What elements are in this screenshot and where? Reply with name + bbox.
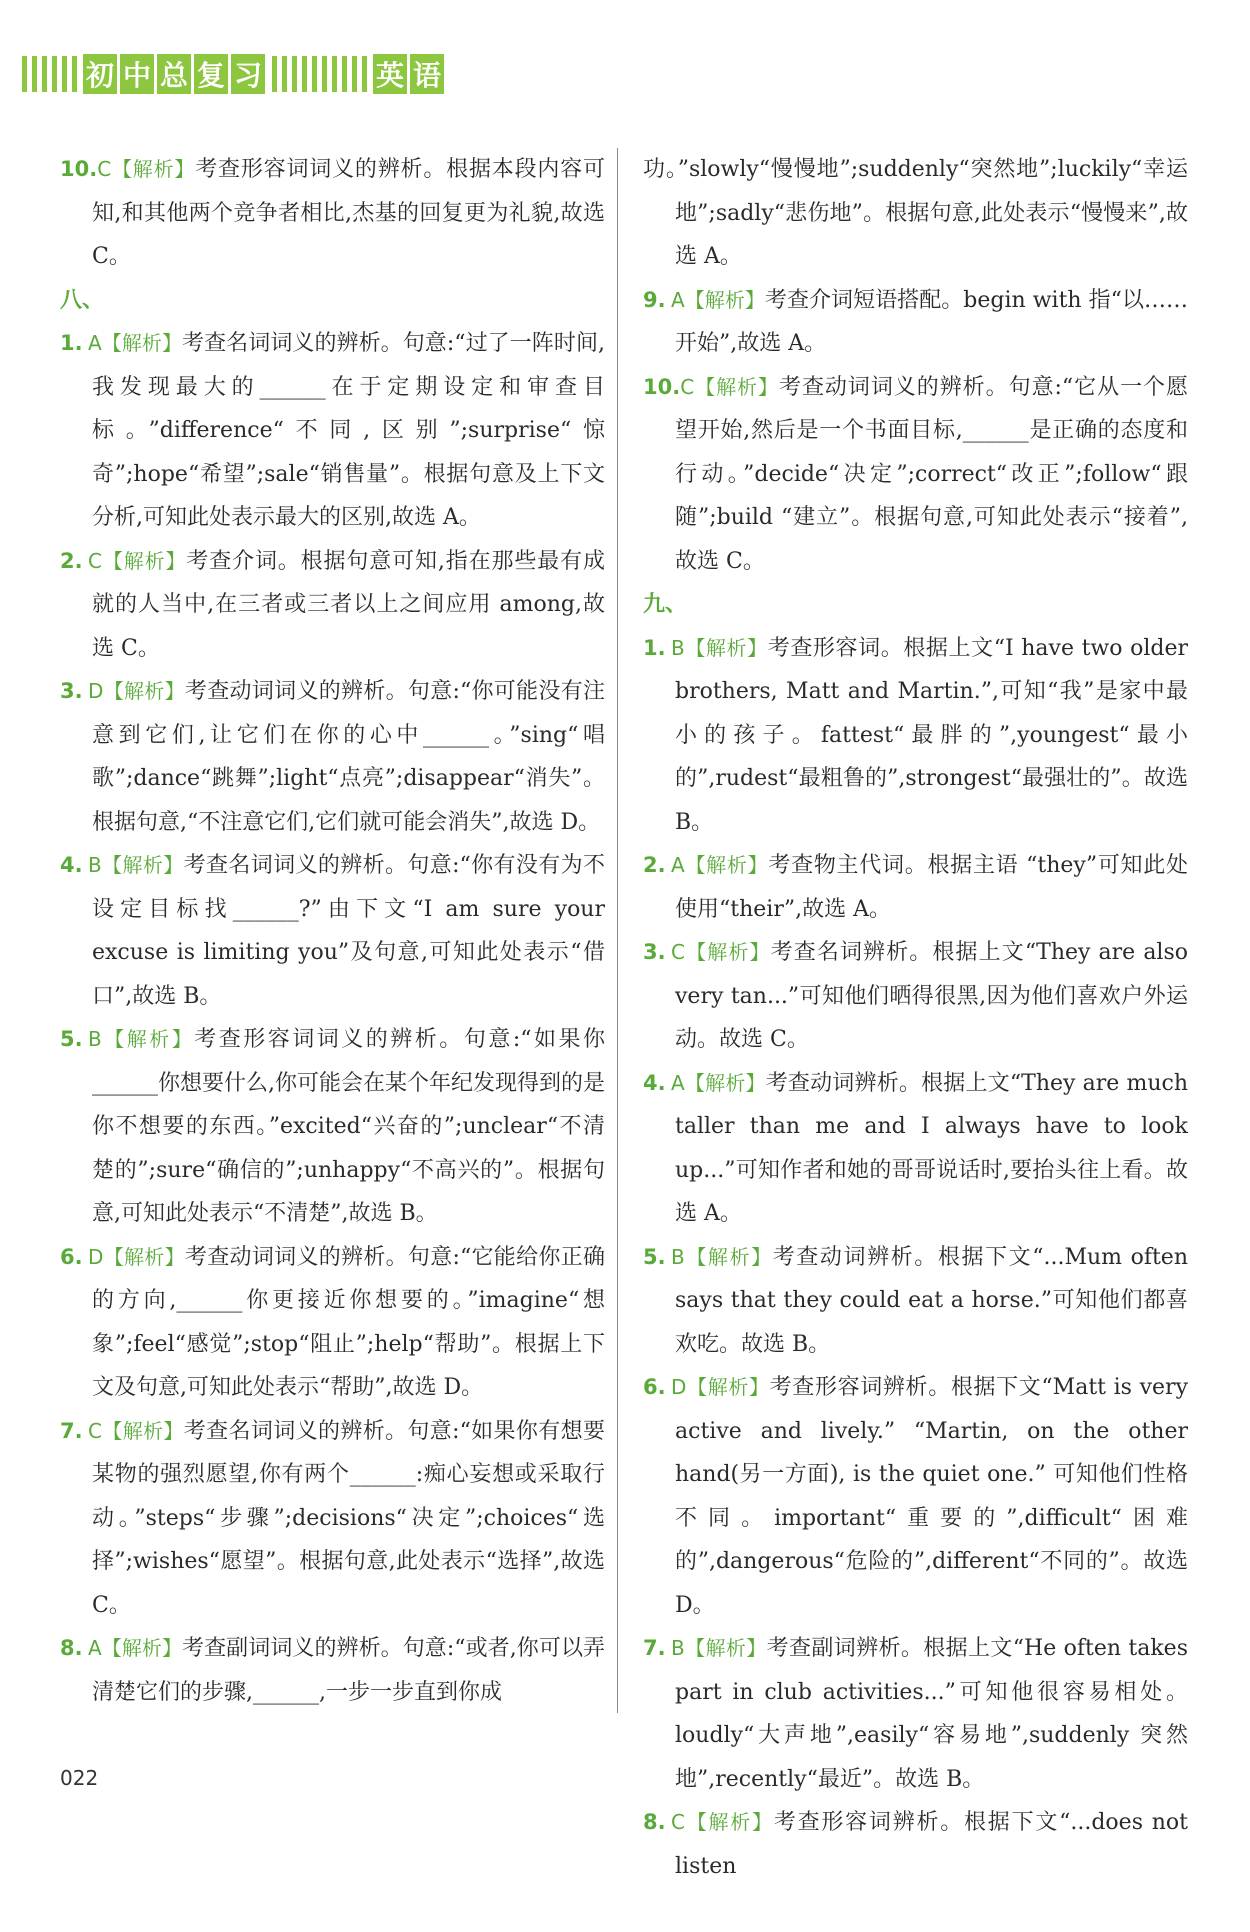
- item-text: 考查名词词义的辨析。句意:“过了一阵时间,我发现最大的______在于定期设定和审查目标。”difference“不同,区别”;surprise“惊奇”;hope“希望”;sale“销售量”。根据句意及上下文分析,可知此处表示最大的区别,故选 A。: [92, 331, 606, 530]
- item-text: 考查副词辨析。根据上文“He often takes part in club activities...”可知他很容易相处。loudly“大声地”,easily“容易地”,suddenly 突然地”,recently“最近”。故选 B。: [675, 1636, 1188, 1792]
- item-number: 8.: [60, 1636, 83, 1660]
- left-column: [60, 148, 605, 1714]
- answer-letter: B: [88, 1027, 102, 1051]
- answer-letter: D: [88, 679, 104, 703]
- analysis-tag: 【解析】: [684, 635, 768, 660]
- item-number: 3.: [60, 679, 83, 703]
- analysis-tag: 【解析】: [111, 157, 196, 181]
- item-number: 1.: [643, 635, 666, 660]
- page-header: [22, 52, 447, 96]
- item-number: 2.: [643, 853, 666, 877]
- item-text: 考查形容词词义的辨析。根据本段内容可知,和其他两个竞争者相比,杰基的回复更为礼貌,故选 C。: [92, 157, 605, 269]
- answer-item: [60, 1627, 605, 1714]
- item-text: 考查形容词词义的辨析。句意:“如果你______你想要什么,你可能会在某个年纪发现得到的是你不想要的东西。”excited“兴奋的”;unclear“不清楚的”;sure“确信的”;unhappy“不高兴的”。根据句意,可知此处表示“不清楚”,故选 B。: [92, 1027, 605, 1226]
- item-number: 10.: [60, 157, 98, 181]
- header-title-char: 习: [231, 54, 265, 94]
- answer-letter: C: [88, 1418, 102, 1443]
- item-text: 考查副词词义的辨析。句意:“或者,你可以弄清楚它们的步骤,______,一步一步直到你成: [92, 1636, 606, 1705]
- item-text: 考查介词短语搭配。begin with 指“以……开始”,故选 A。: [675, 287, 1188, 356]
- answer-item: [643, 844, 1188, 931]
- page-number: 022: [60, 1766, 99, 1790]
- answer-item: [60, 148, 605, 279]
- answer-item: [60, 1018, 605, 1236]
- answer-item: [643, 1888, 1188, 1932]
- item-number: 5.: [643, 1244, 666, 1269]
- answer-item: [60, 670, 605, 844]
- answer-letter: C: [97, 157, 112, 181]
- item-text: 考查动词辨析。根据下文“...Mum often says that they could eat a horse.”可知他们都喜欢吃。故选 B。: [675, 1244, 1189, 1357]
- answer-item: [60, 322, 605, 540]
- answer-letter: B: [671, 635, 685, 660]
- analysis-tag: 【解析】: [103, 679, 185, 703]
- item-text: 考查形容词。根据上文“I have two older brothers, Matt and Martin.”,可知“我”是家中最小的孩子。fattest“最胖的”,youngest“最小的”,rudest“最粗鲁的”,strongest“最强壮的”。故选 B。: [675, 635, 1189, 835]
- column-divider: [617, 148, 618, 1713]
- item-text: 考查动词词义的辨析。句意:“它从一个愿望开始,然后是一个书面目标,______是正确的态度和行动。”decide“决定”;correct“改正”;follow“跟随”;build “建立”。根据句意,可知此处表示“接着”,故选 C。: [675, 374, 1188, 574]
- item-number: 7.: [643, 1636, 666, 1660]
- answer-letter: B: [88, 853, 102, 877]
- answer-letter: A: [671, 287, 685, 312]
- answer-letter: C: [671, 940, 685, 964]
- answer-item: [60, 844, 605, 1018]
- answer-item: [643, 1236, 1188, 1367]
- answer-letter: D: [671, 1375, 687, 1399]
- item-text: 考查形容词辨析。根据下文“Matt is very active and lively.” “Martin, on the other hand(另一方面), is the quiet one.” 可知他们性格不同。important“重要的”,difficult“困难的”,dangerous“危险的”,different“不同的”。故选 D。: [675, 1375, 1189, 1618]
- header-stripes: [22, 54, 77, 94]
- analysis-tag: 【解析】: [684, 1070, 766, 1095]
- answer-letter: C: [680, 374, 695, 399]
- item-text: 考查动词辨析。根据上文“They are much taller than me and I always have to look up...”可知作者和她的哥哥说话时,要抬头往上看。故选 A。: [675, 1070, 1189, 1226]
- item-number: 4.: [643, 1070, 666, 1095]
- analysis-tag: 【解析】: [101, 1027, 195, 1051]
- answer-item: [643, 931, 1188, 1062]
- header-title-char: 复: [194, 54, 228, 94]
- answer-item: [643, 366, 1188, 584]
- answer-item: [643, 1627, 1188, 1801]
- item-text: 考查形容词辨析。根据下文“...does not listen: [675, 1810, 1189, 1879]
- item-text: 考查名词词义的辨析。句意:“如果你有想要某物的强烈愿望,你有两个______:痴心妄想或采取行动。”steps“步骤”;decisions“决定”;choices“选择”;wishes“愿望”。根据句意,此处表示“选择”,故选 C。: [92, 1418, 605, 1618]
- answer-item: [60, 1410, 605, 1628]
- item-number: 10.: [643, 374, 681, 399]
- analysis-tag: 【解析】: [101, 331, 183, 355]
- answer-item: [60, 1236, 605, 1410]
- item-text: 考查名词词义的辨析。句意:“你有没有为不设定目标找______?”由下文“I am sure your excuse is limiting you”及句意,可知此处表示“借口”,故选 B。: [92, 853, 605, 1009]
- header-title-char: 总: [157, 54, 191, 94]
- analysis-tag: 【解析】: [684, 1810, 774, 1834]
- answer-item: [643, 1366, 1188, 1627]
- item-number: 5.: [60, 1027, 83, 1051]
- analysis-tag: 【解析】: [684, 853, 769, 877]
- answer-letter: A: [88, 1636, 102, 1660]
- analysis-tag: 【解析】: [684, 1244, 773, 1269]
- answer-item: [60, 540, 605, 671]
- answer-letter: A: [671, 853, 685, 877]
- item-text: 考查物主代词。根据主语 “they”可知此处使用“their”,故选 A。: [675, 853, 1189, 922]
- answer-item: [643, 279, 1188, 366]
- item-text: 功。”slowly“慢慢地”;suddenly“突然地”;luckily“幸运地”;sadly“悲伤地”。根据句意,此处表示“慢慢来”,故选 A。: [643, 157, 1188, 269]
- item-number: 4.: [60, 853, 83, 877]
- analysis-tag: 【解析】: [694, 374, 779, 399]
- answer-letter: B: [671, 1636, 685, 1660]
- item-number: 6.: [643, 1375, 666, 1399]
- answer-item: [643, 1062, 1188, 1236]
- answer-item: [643, 627, 1188, 845]
- right-column: [643, 148, 1188, 1932]
- header-stripes: [272, 54, 367, 94]
- answer-letter: D: [88, 1244, 104, 1269]
- item-text: 考查名词辨析。根据上文“They are also very tan...”可知他们晒得很黑,因为他们喜欢户外运动。故选 C。: [675, 940, 1189, 1052]
- analysis-tag: 【解析】: [101, 853, 184, 877]
- answer-item-continued: [643, 148, 1188, 279]
- analysis-tag: 【解析】: [101, 1418, 184, 1443]
- analysis-tag: 【解析】: [101, 1636, 183, 1660]
- item-text: 考查动词词义的辨析。句意:“你可能没有注意到它们,让它们在你的心中______。”sing“唱歌”;dance“跳舞”;light“点亮”;disappear“消失”。根据句意,“不注意它们,它们就可能会消失”,故选 D。: [92, 679, 605, 835]
- header-subject-char: 英: [373, 54, 407, 94]
- item-number: 9.: [643, 287, 666, 312]
- analysis-tag: 【解析】: [684, 287, 765, 312]
- section-heading: 八、: [60, 287, 105, 313]
- item-number: 1.: [60, 331, 83, 355]
- analysis-tag: 【解析】: [101, 548, 187, 573]
- item-text: 考查动词词义的辨析。句意:“它能给你正确的方向,______你更接近你想要的。”imagine“想象”;feel“感觉”;stop“阻止”;help“帮助”。根据上下文及句意,可知此处表示“帮助”,故选 D。: [92, 1244, 605, 1400]
- answer-letter: A: [88, 331, 102, 355]
- analysis-tag: 【解析】: [684, 940, 771, 964]
- analysis-tag: 【解析】: [686, 1375, 770, 1399]
- answer-letter: C: [671, 1810, 685, 1834]
- item-number: 3.: [643, 940, 666, 964]
- item-number: 2.: [60, 548, 83, 573]
- answer-letter: A: [671, 1070, 685, 1095]
- section-heading: 九、: [643, 592, 688, 617]
- item-number: 7.: [60, 1418, 83, 1443]
- header-title-char: 中: [120, 54, 154, 94]
- answer-letter: B: [671, 1244, 685, 1269]
- answer-letter: C: [88, 548, 102, 573]
- item-text: 考查介词。根据句意可知,指在那些最有成就的人当中,在三者或三者以上之间应用 among,故选 C。: [92, 548, 605, 661]
- header-subject-char: 语: [410, 54, 444, 94]
- answer-item: [643, 1801, 1188, 1888]
- header-title-char: 初: [83, 54, 117, 94]
- analysis-tag: 【解析】: [103, 1244, 185, 1269]
- analysis-tag: 【解析】: [684, 1636, 767, 1660]
- item-number: 8.: [643, 1810, 666, 1834]
- item-number: 6.: [60, 1244, 83, 1269]
